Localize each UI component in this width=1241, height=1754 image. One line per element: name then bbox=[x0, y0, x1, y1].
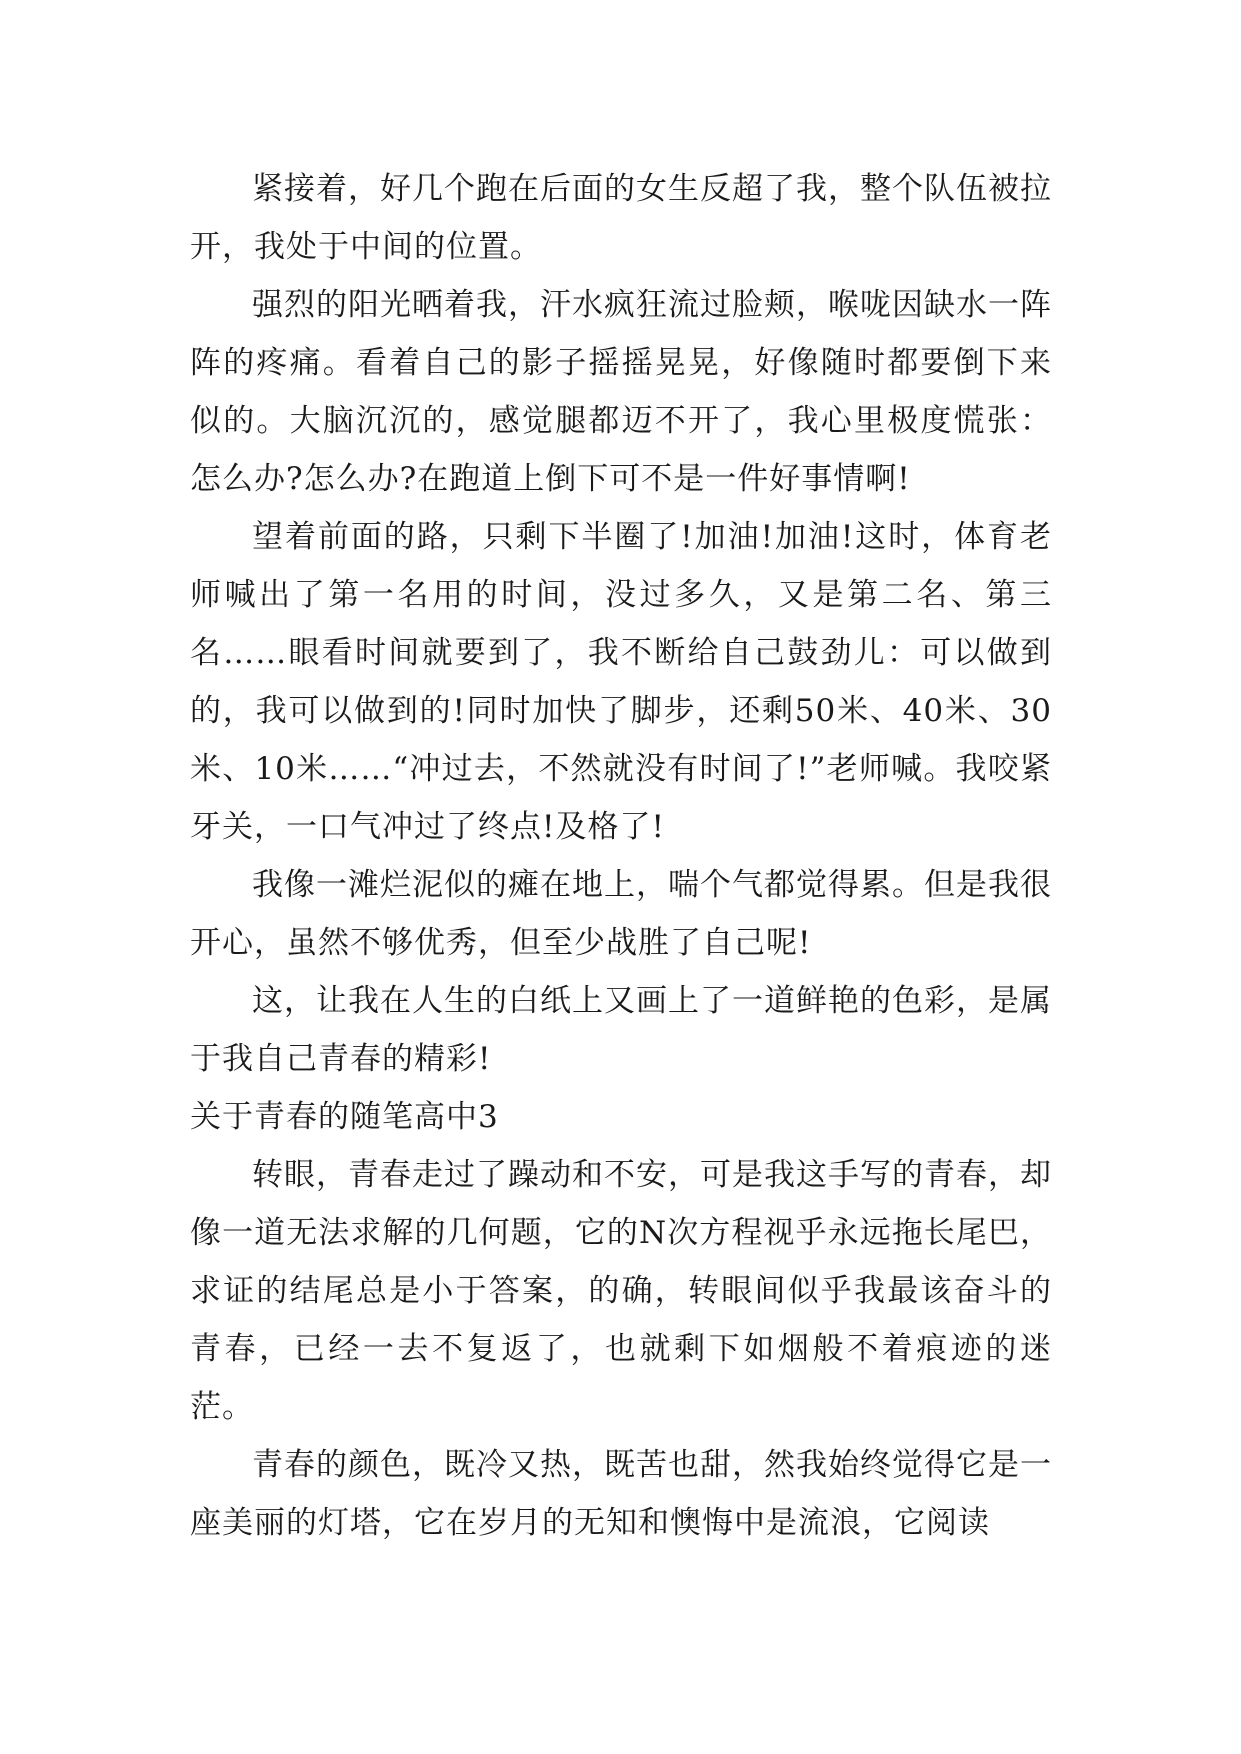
document-body bbox=[190, 160, 1052, 1552]
paragraph: 这，让我在人生的白纸上又画上了一道鲜艳的色彩，是属于我自己青春的精彩! bbox=[190, 983, 1052, 1077]
paragraph: 青春的颜色，既冷又热，既苦也甜，然我始终觉得它是一座美丽的灯塔，它在岁月的无知和懊悔中是流浪，它阅读 bbox=[190, 1447, 1052, 1541]
paragraph: 转眼，青春走过了躁动和不安，可是我这手写的青春，却像一道无法求解的几何题，它的N次方程视乎永远拖长尾巴，求证的结尾总是小于答案，的确，转眼间似乎我最该奋斗的青春，已经一去不复返了，也就剩下如烟般不着痕迹的迷茫。 bbox=[190, 1157, 1052, 1425]
paragraph: 强烈的阳光晒着我，汗水疯狂流过脸颊，喉咙因缺水一阵阵的疼痛。看着自己的影子摇摇晃晃，好像随时都要倒下来似的。大脑沉沉的，感觉腿都迈不开了，我心里极度慌张：怎么办?怎么办?在跑道上倒下可不是一件好事情啊! bbox=[190, 287, 1052, 497]
paragraph: 望着前面的路，只剩下半圈了!加油!加油!这时，体育老师喊出了第一名用的时间，没过多久，又是第二名、第三名……眼看时间就要到了，我不断给自己鼓劲儿：可以做到的，我可以做到的!同时加快了脚步，还剩50米、40米、30米、10米……“冲过去，不然就没有时间了!”老师喊。我咬紧牙关，一口气冲过了终点!及格了! bbox=[190, 519, 1052, 845]
paragraph: 紧接着，好几个跑在后面的女生反超了我，整个队伍被拉开，我处于中间的位置。 bbox=[190, 171, 1052, 265]
paragraph: 我像一滩烂泥似的瘫在地上，喘个气都觉得累。但是我很开心，虽然不够优秀，但至少战胜了自己呢! bbox=[190, 867, 1052, 961]
section-heading: 关于青春的随笔高中3 bbox=[190, 1099, 499, 1135]
